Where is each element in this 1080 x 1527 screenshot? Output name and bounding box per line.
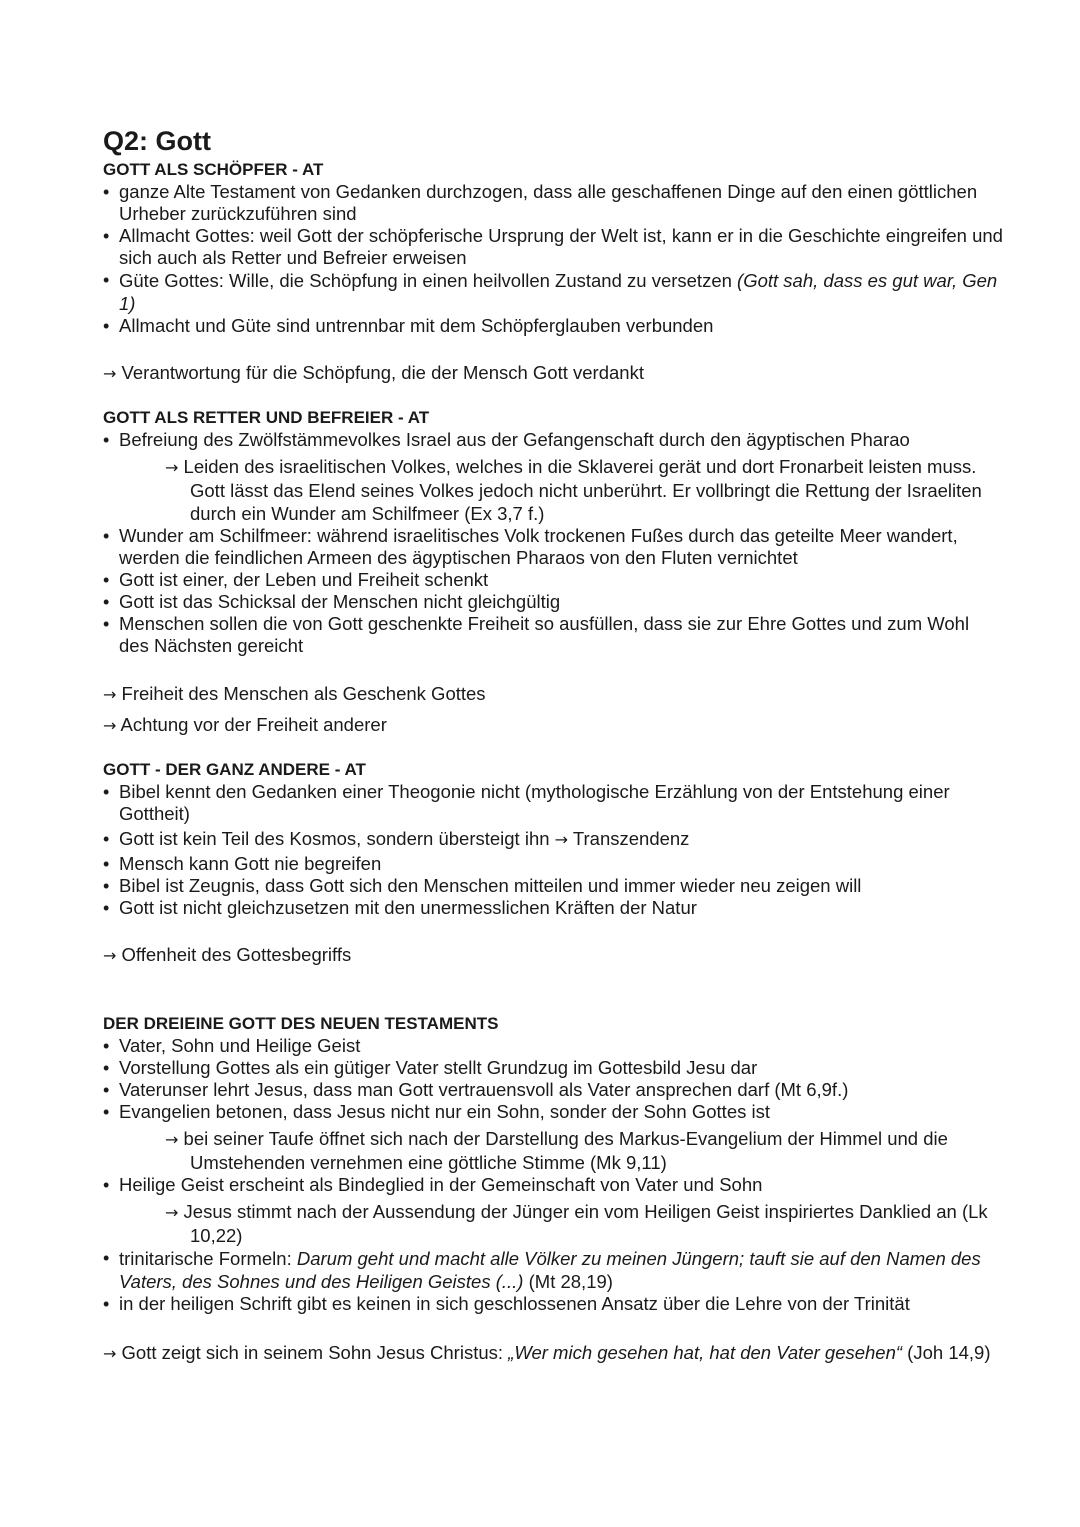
bullet-item: • Wunder am Schilfmeer: während israelitisches Volk trockenen Fußes durch das geteilte Meer wandert, werden die feindlichen Armeen des ägyptischen Pharaos von den Fluten vernichtet	[103, 525, 1003, 569]
page-title: Q2: Gott	[103, 126, 211, 156]
conclusion-line	[103, 1341, 1003, 1366]
bullet-quote: Darum geht und macht alle Völker zu meinen Jüngern; tauft sie auf den Namen des Vaters, des Sohnes und des Heiligen Geistes (...)	[119, 1248, 981, 1292]
bullet-citation: (Gott sah, dass es gut war, Gen 1)	[119, 270, 998, 314]
conclusion-text: Freiheit des Menschen als Geschenk Gottes	[121, 683, 486, 704]
section-heading: GOTT ALS RETTER UND BEFREIER - AT	[103, 408, 430, 427]
section-schoepfer	[103, 160, 1003, 386]
bullet-item	[103, 269, 1003, 315]
conclusion-line	[103, 713, 1003, 738]
section-heading: DER DREIEINE GOTT DES NEUEN TESTAMENTS	[103, 1014, 499, 1033]
bullet-item	[103, 1247, 1003, 1293]
arrow-icon: →	[103, 716, 117, 735]
bullet-item: • Menschen sollen die von Gott geschenkte Freiheit so ausfüllen, dass sie zur Ehre Gottes und zum Wohl des Nächsten gereicht	[103, 613, 1003, 657]
bullet-text-after: Transzendenz	[572, 828, 690, 849]
sub-item	[103, 1200, 1003, 1247]
arrow-icon: →	[165, 458, 179, 477]
bullet-item: • Gott ist nicht gleichzusetzen mit den unermesslichen Kräften der Natur	[103, 897, 1003, 919]
section-retter	[103, 408, 1003, 738]
conclusion-text: Achtung vor der Freiheit anderer	[120, 714, 387, 735]
bullet-item: • Evangelien betonen, dass Jesus nicht nur ein Sohn, sonder der Sohn Gottes ist	[103, 1101, 1003, 1123]
bullet-text: Gott ist kein Teil des Kosmos, sondern übersteigt ihn	[119, 828, 555, 849]
section-heading: GOTT ALS SCHÖPFER - AT	[103, 160, 324, 179]
conclusion-quote: „Wer mich gesehen hat, hat den Vater gesehen“	[508, 1342, 903, 1363]
bullet-item: • Vater, Sohn und Heilige Geist	[103, 1035, 1003, 1057]
bullet-item: • Allmacht und Güte sind untrennbar mit dem Schöpferglauben verbunden	[103, 315, 1003, 337]
arrow-icon: →	[554, 830, 569, 849]
bullet-citation: (Mt 28,19)	[523, 1271, 613, 1292]
bullet-item: • Bibel kennt den Gedanken einer Theogonie nicht (mythologische Erzählung von der Entstehung einer Gottheit)	[103, 781, 1003, 825]
bullet-item: • Befreiung des Zwölfstämmevolkes Israel aus der Gefangenschaft durch den ägyptischen Pharao	[103, 429, 1003, 451]
arrow-icon: →	[165, 1203, 179, 1222]
arrow-icon: →	[103, 1344, 117, 1363]
bullet-item: • Vorstellung Gottes als ein gütiger Vater stellt Grundzug im Gottesbild Jesu dar	[103, 1057, 1003, 1079]
section-heading: GOTT - DER GANZ ANDERE - AT	[103, 760, 366, 779]
conclusion-citation: (Joh 14,9)	[902, 1342, 991, 1363]
arrow-icon: →	[103, 364, 117, 383]
bullet-item: • Bibel ist Zeugnis, dass Gott sich den Menschen mitteilen und immer wieder neu zeigen will	[103, 875, 1003, 897]
arrow-icon: →	[103, 946, 117, 965]
conclusion-text: Verantwortung für die Schöpfung, die der Mensch Gott verdankt	[121, 362, 644, 383]
bullet-text: trinitarische Formeln:	[119, 1248, 297, 1269]
arrow-icon: →	[165, 1130, 179, 1149]
sub-item-text: bei seiner Taufe öffnet sich nach der Darstellung des Markus-Evangelium der Himmel und die Umstehenden vernehmen eine göttliche Stimme (Mk 9,11)	[183, 1128, 948, 1173]
bullet-item: • Mensch kann Gott nie begreifen	[103, 853, 1003, 875]
document-page	[103, 124, 1003, 1366]
bullet-text: Güte Gottes: Wille, die Schöpfung in einen heilvollen Zustand zu versetzen	[119, 270, 738, 291]
conclusion-text: Gott zeigt sich in seinem Sohn Jesus Christus:	[121, 1342, 509, 1363]
conclusion-line	[103, 361, 1003, 386]
bullet-item: • Gott ist einer, der Leben und Freiheit schenkt	[103, 569, 1003, 591]
section-dreieine-gott	[103, 1014, 1003, 1366]
sub-item	[103, 1127, 1003, 1174]
bullet-item: • Gott ist das Schicksal der Menschen nicht gleichgültig	[103, 591, 1003, 613]
bullet-item: • Heilige Geist erscheint als Bindeglied in der Gemeinschaft von Vater und Sohn	[103, 1174, 1003, 1196]
bullet-item	[103, 828, 1003, 851]
sub-item-text: Leiden des israelitischen Volkes, welches in die Sklaverei gerät und dort Fronarbeit leisten muss. Gott lässt das Elend seines Volkes jedoch nicht unberührt. Er vollbringt die Rettung der Israeliten durch ein Wunder am Schilfmeer (Ex 3,7 f.)	[183, 456, 982, 524]
sub-item	[103, 455, 1003, 525]
conclusion-line	[103, 682, 1003, 707]
bullet-item: • Allmacht Gottes: weil Gott der schöpferische Ursprung der Welt ist, kann er in die Geschichte eingreifen und sich auch als Retter und Befreier erweisen	[103, 225, 1003, 269]
sub-item-text: Jesus stimmt nach der Aussendung der Jünger ein vom Heiligen Geist inspiriertes Danklied an (Lk 10,22)	[183, 1201, 988, 1246]
conclusion-line	[103, 943, 1003, 968]
bullet-item: • in der heiligen Schrift gibt es keinen in sich geschlossenen Ansatz über die Lehre von der Trinität	[103, 1293, 1003, 1315]
section-ganz-andere	[103, 760, 1003, 968]
bullet-item: • Vaterunser lehrt Jesus, dass man Gott vertrauensvoll als Vater ansprechen darf (Mt 6,9f.)	[103, 1079, 1003, 1101]
conclusion-text: Offenheit des Gottesbegriffs	[121, 944, 352, 965]
bullet-item: • ganze Alte Testament von Gedanken durchzogen, dass alle geschaffenen Dinge auf den einen göttlichen Urheber zurückzuführen sind	[103, 181, 1003, 225]
arrow-icon: →	[103, 685, 117, 704]
